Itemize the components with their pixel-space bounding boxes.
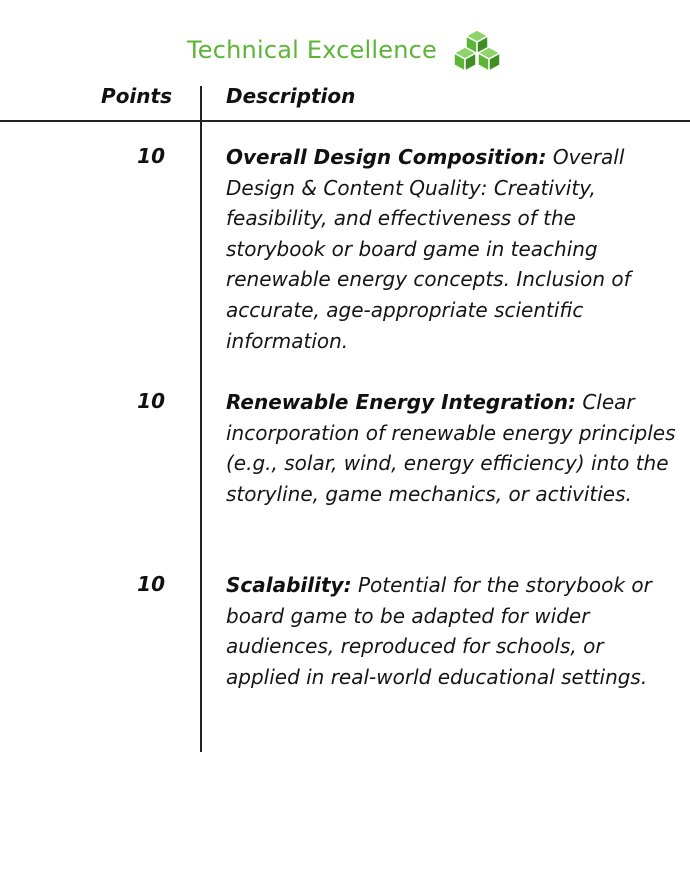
description-cell xyxy=(226,570,676,692)
cubes-icon xyxy=(451,28,503,72)
column-header-description: Description xyxy=(226,84,356,108)
criterion-title: Overall Design Composition: xyxy=(226,145,547,169)
header xyxy=(0,26,690,74)
criterion-title: Scalability: xyxy=(226,573,352,597)
column-divider xyxy=(200,86,202,752)
points-value: 10 xyxy=(137,389,165,413)
description-cell xyxy=(226,142,676,356)
criterion-title: Renewable Energy Integration: xyxy=(226,390,576,414)
column-header-points: Points xyxy=(101,84,172,108)
points-value: 10 xyxy=(137,572,165,596)
page-title: Technical Excellence xyxy=(186,36,437,64)
description-cell xyxy=(226,387,676,509)
criterion-text: Overall Design & Content Quality: Creativity, feasibility, and effectiveness of the storybook or board game in teaching renewable energy concepts. Inclusion of accurate, age-appropriate scientific information. xyxy=(226,145,631,353)
points-value: 10 xyxy=(137,144,165,168)
criterion-text: Potential for the storybook or board game to be adapted for wider audiences, reproduced for schools, or applied in real-world educational settings. xyxy=(226,573,652,689)
criterion-text: Clear incorporation of renewable energy principles (e.g., solar, wind, energy efficiency) into the storyline, game mechanics, or activities. xyxy=(226,390,676,506)
header-divider xyxy=(0,120,690,122)
